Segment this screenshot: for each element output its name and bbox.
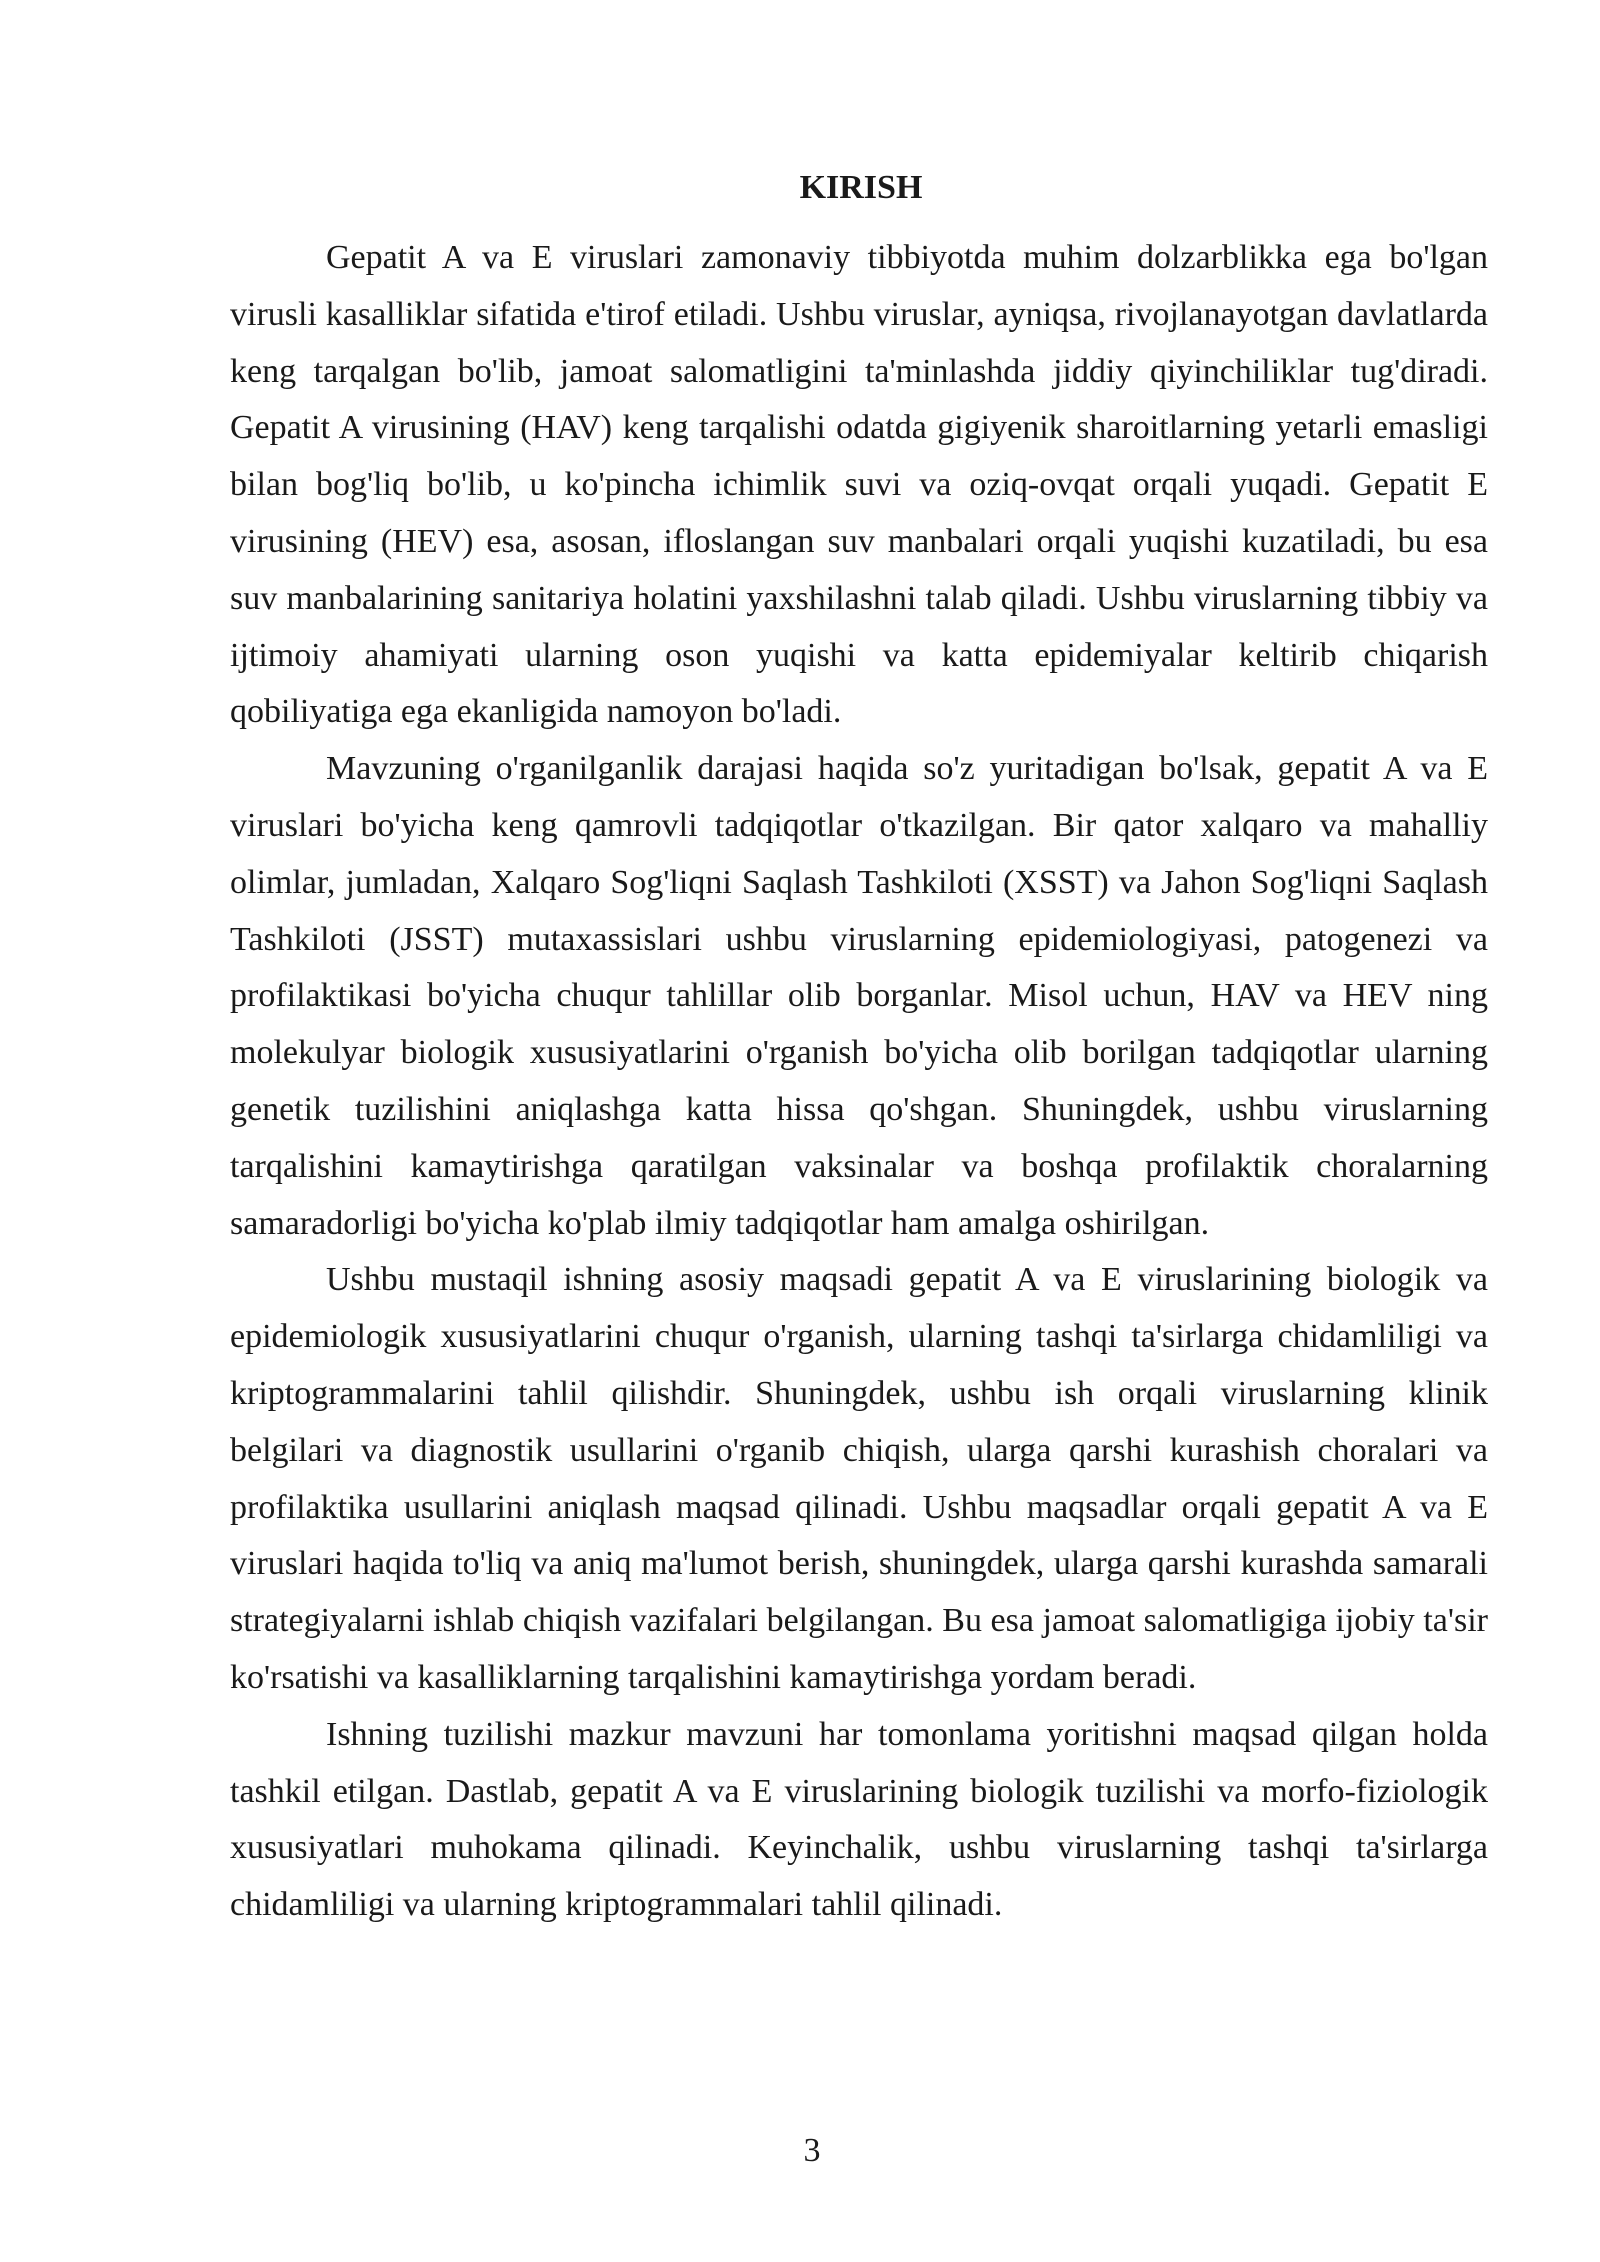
document-body	[230, 160, 1488, 1934]
paragraph-introduction: Gepatit A va E viruslari zamonaviy tibbiyotda muhim dolzarblikka ega bo'lgan virusli kasalliklar sifatida e'tirof etiladi. Ushbu viruslar, ayniqsa, rivojlanayotgan davlatlarda keng tarqalgan bo'lib, jamoat salomatligini ta'minlashda jiddiy qiyinchiliklar tug'diradi. Gepatit A virusining (HAV) keng tarqalishi odatda gigiyenik sharoitlarning yetarli emasligi bilan bog'liq bo'lib, u ko'pincha ichimlik suvi va oziq-ovqat orqali yuqadi. Gepatit E virusining (HEV) esa, asosan, ifloslangan suv manbalari orqali yuqishi kuzatiladi, bu esa suv manbalarining sanitariya holatini yaxshilashni talab qiladi. Ushbu viruslarning tibbiy va ijtimoiy ahamiyati ularning oson yuqishi va katta epidemiyalar keltirib chiqarish qobiliyatiga ega ekanligida namoyon bo'ladi.	[230, 239, 1488, 731]
page-title: KIRISH	[799, 169, 923, 206]
paragraph-research-status: Mavzuning o'rganilganlik darajasi haqida so'z yuritadigan bo'lsak, gepatit A va E viruslari bo'yicha keng qamrovli tadqiqotlar o'tkazilgan. Bir qator xalqaro va mahalliy olimlar, jumladan, Xalqaro Sog'liqni Saqlash Tashkiloti (XSST) va Jahon Sog'liqni Saqlash Tashkiloti (JSST) mutaxassislari ushbu viruslarning epidemiologiyasi, patogenezi va profilaktikasi bo'yicha chuqur tahlillar olib borganlar. Misol uchun, HAV va HEV ning molekulyar biologik xususiyatlarini o'rganish bo'yicha olib borilgan tadqiqotlar ularning genetik tuzilishini aniqlashga katta hissa qo'shgan. Shuningdek, ushbu viruslarning tarqalishini kamaytirishga qaratilgan vaksinalar va boshqa profilaktik choralarning samaradorligi bo'yicha ko'plab ilmiy tadqiqotlar ham amalga oshirilgan.	[230, 750, 1488, 1242]
paragraph-goals: Ushbu mustaqil ishning asosiy maqsadi gepatit A va E viruslarining biologik va epidemiologik xususiyatlarini chuqur o'rganish, ularning tashqi ta'sirlarga chidamliligi va kriptogrammalarini tahlil qilishdir. Shuningdek, ushbu ish orqali viruslarning klinik belgilari va diagnostik usullarini o'rganib chiqish, ularga qarshi kurashish choralari va profilaktika usullarini aniqlash maqsad qilinadi. Ushbu maqsadlar orqali gepatit A va E viruslari haqida to'liq va aniq ma'lumot berish, shuningdek, ularga qarshi kurashda samarali strategiyalarni ishlab chiqish vazifalari belgilangan. Bu esa jamoat salomatligiga ijobiy ta'sir ko'rsatishi va kasalliklarning tarqalishini kamaytirishga yordam beradi.	[230, 1261, 1488, 1696]
page-number: 3	[803, 2132, 821, 2169]
paragraph-structure: Ishning tuzilishi mazkur mavzuni har tomonlama yoritishni maqsad qilgan holda tashkil etilgan. Dastlab, gepatit A va E viruslarining biologik tuzilishi va morfo-fiziologik xususiyatlari muhokama qilinadi. Keyinchalik, ushbu viruslarning tashqi ta'sirlarga chidamliligi va ularning kriptogrammalari tahlil qilinadi.	[230, 1715, 1488, 1924]
